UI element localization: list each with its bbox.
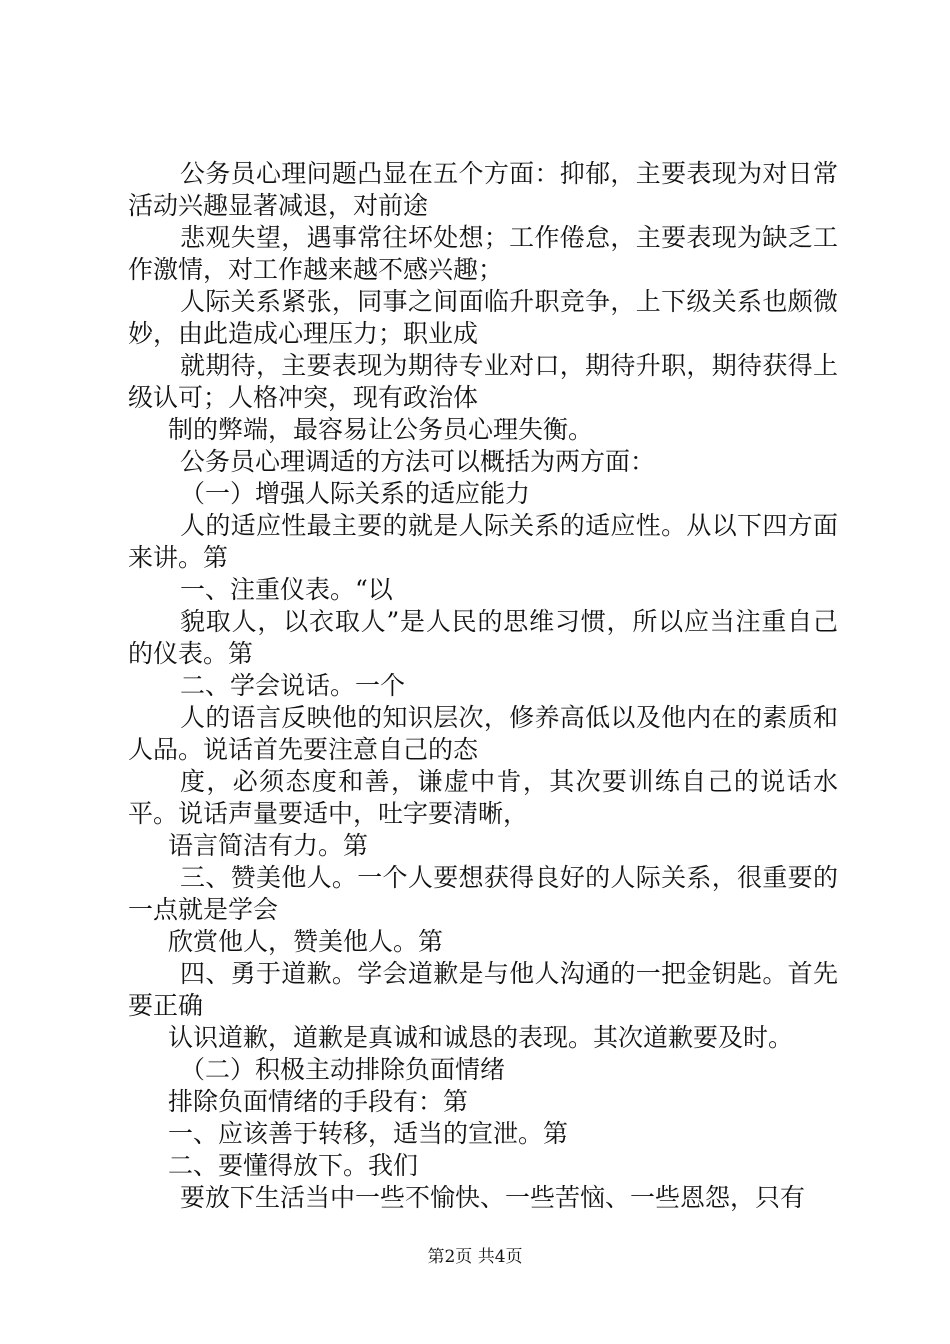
paragraph-10: 貌取人，以衣取人”是人民的思维习惯，所以应当注重自己的仪表。第 xyxy=(128,607,838,668)
section-heading-1: （一）增强人际关系的适应能力 xyxy=(180,479,531,508)
document-body xyxy=(128,158,838,1214)
paragraph-11: 二、学会说话。一个 xyxy=(180,671,406,700)
paragraph-18: 认识道歉，道歉是真诚和诚恳的表现。其次道歉要及时。 xyxy=(168,1023,794,1052)
paragraph-13: 度，必须态度和善，谦虚中肯，其次要训练自己的说话水平。说话声量要适中，吐字要清晰， xyxy=(128,767,838,828)
page-number-footer: 第2页 共4页 xyxy=(427,1247,523,1267)
section-heading-2: （二）积极主动排除负面情绪 xyxy=(180,1055,506,1084)
paragraph-1: 公务员心理问题凸显在五个方面：抑郁，主要表现为对日常活动兴趣显著减退，对前途 xyxy=(128,159,838,220)
paragraph-9: 一、注重仪表。“以 xyxy=(180,575,393,604)
paragraph-8: 人的适应性最主要的就是人际关系的适应性。从以下四方面来讲。第 xyxy=(128,511,838,572)
paragraph-16: 欣赏他人，赞美他人。第 xyxy=(168,927,444,956)
paragraph-6: 公务员心理调适的方法可以概括为两方面： xyxy=(180,447,656,476)
paragraph-23: 要放下生活当中一些不愉快、一些苦恼、一些恩怨，只有 xyxy=(180,1183,806,1212)
paragraph-5: 制的弊端，最容易让公务员心理失衡。 xyxy=(168,415,594,444)
paragraph-3: 人际关系紧张，同事之间面临升职竞争，上下级关系也颇微妙，由此造成心理压力；职业成 xyxy=(128,287,838,348)
paragraph-4: 就期待，主要表现为期待专业对口，期待升职，期待获得上级认可；人格冲突，现有政治体 xyxy=(128,351,838,412)
paragraph-22: 二、要懂得放下。我们 xyxy=(168,1151,419,1180)
paragraph-21: 一、应该善于转移，适当的宣泄。第 xyxy=(168,1119,569,1148)
paragraph-20: 排除负面情绪的手段有：第 xyxy=(168,1087,469,1116)
paragraph-15: 三、赞美他人。一个人要想获得良好的人际关系，很重要的一点就是学会 xyxy=(128,863,838,924)
paragraph-12: 人的语言反映他的知识层次，修养高低以及他内在的素质和人品。说话首先要注意自己的态 xyxy=(128,703,838,764)
paragraph-2: 悲观失望，遇事常往坏处想；工作倦怠，主要表现为缺乏工作激情，对工作越来越不感兴趣； xyxy=(128,223,838,284)
paragraph-14: 语言简洁有力。第 xyxy=(168,831,369,860)
paragraph-17: 四、勇于道歉。学会道歉是与他人沟通的一把金钥匙。首先要正确 xyxy=(128,959,838,1020)
